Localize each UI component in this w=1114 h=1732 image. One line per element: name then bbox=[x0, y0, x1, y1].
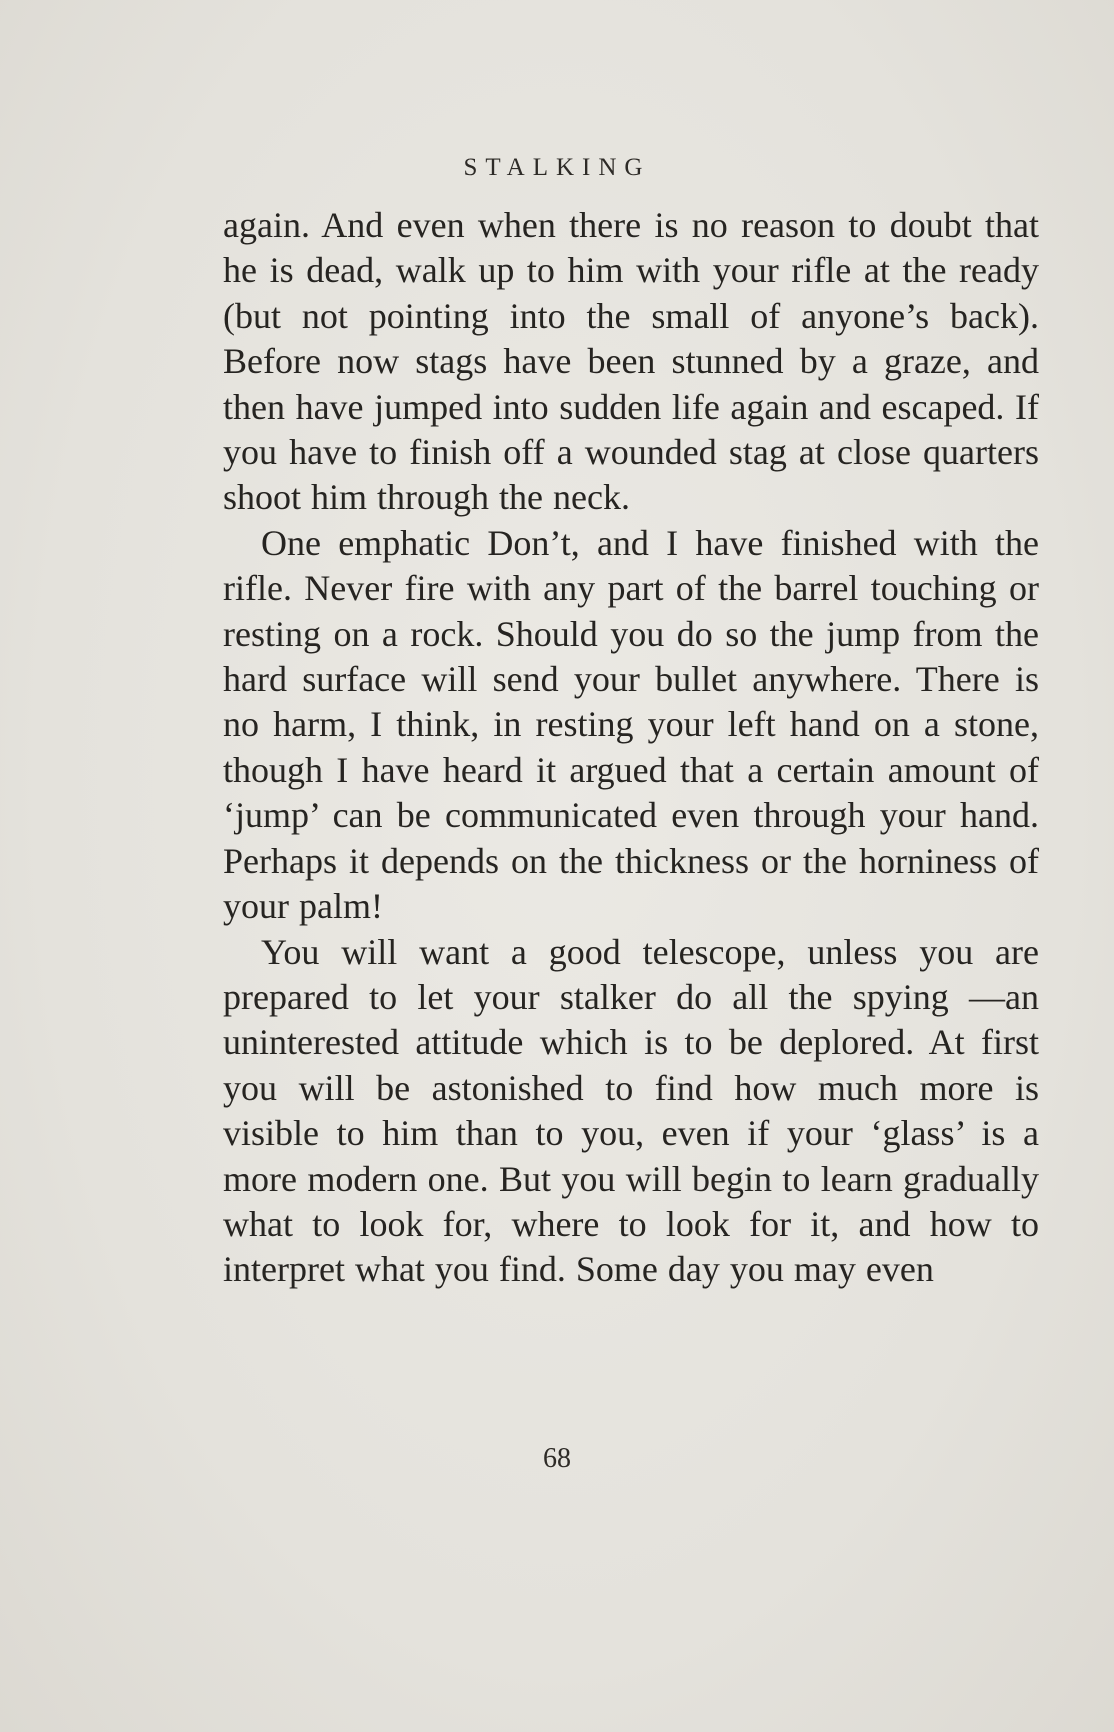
paragraph-continued: again. And even when there is no reason to doubt that he is dead, walk up to him with your rifle at the ready (but not pointing into the small of anyone’s back). Before now stags have been stunned by a graze, and then have jumped into sudden life again and escaped. If you have to finish off a wounded stag at close quarters shoot him through the neck. bbox=[223, 205, 1039, 518]
body-text bbox=[223, 203, 1039, 1293]
page-number: 68 bbox=[543, 1443, 571, 1474]
paragraph-telescope: You will want a good telescope, unless you are prepared to let your stalker do all the spying —an uninterested attitude which is to be deplored. At first you will be astonished to find how much more is visible to him than to you, even if your ‘glass’ is a more modern one. But you will begin to learn gradually what to look for, where to look for it, and how to interpret what you find. Some day you may even bbox=[223, 931, 1039, 1290]
paragraph-rifle: One emphatic Don’t, and I have finished with the rifle. Never fire with any part of the barrel touching or resting on a rock. Should you do so the jump from the hard surface will send your bullet anywhere. There is no harm, I think, in resting your left hand on a stone, though I have heard it argued that a certain amount of ‘jump’ can be communicated even through your hand. Perhaps it depends on the thickness or the horniness of your palm! bbox=[223, 522, 1039, 927]
running-head: STALKING bbox=[463, 154, 651, 181]
